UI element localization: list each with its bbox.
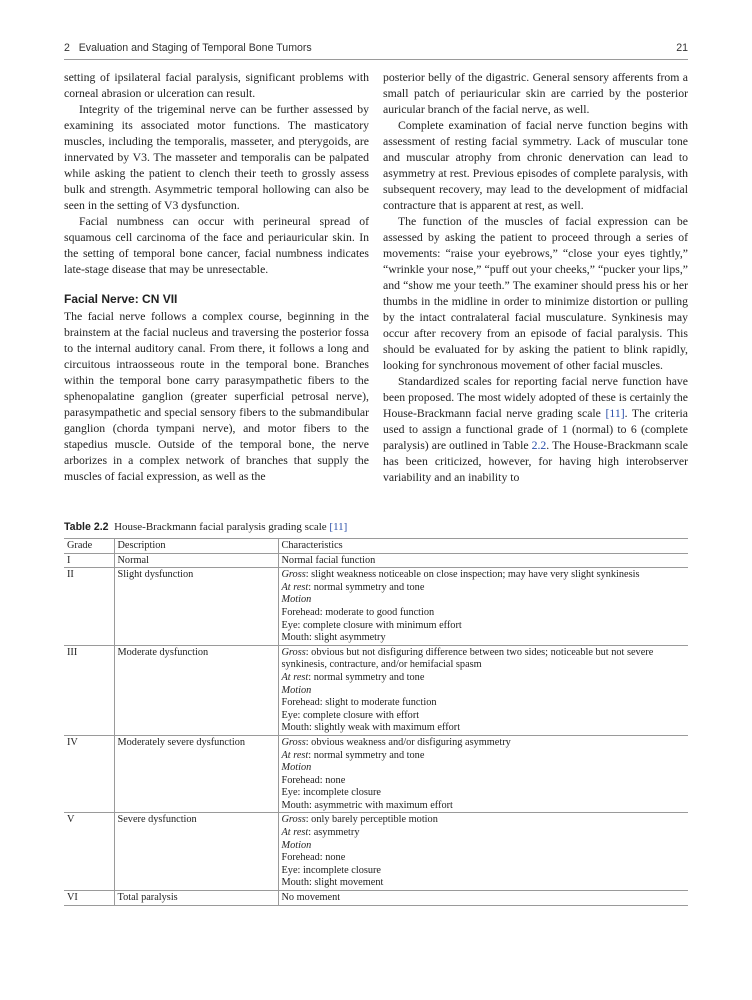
page-number: 21 bbox=[676, 42, 688, 54]
characteristic-line bbox=[282, 647, 686, 672]
paragraph-text: Standardized scales for reporting facial nerve function have been proposed. The most widely adopted of these is certainly the House-Brackmann facial nerve grading scale bbox=[383, 375, 688, 420]
characteristic-text: Forehead: none bbox=[281, 852, 346, 864]
characteristic-text: : obvious weakness and/or disfiguring asymmetry bbox=[305, 736, 511, 748]
characteristic-label: At rest bbox=[281, 749, 309, 761]
characteristic-text: Mouth: asymmetric with maximum effort bbox=[281, 799, 453, 811]
characteristic-line bbox=[282, 840, 686, 853]
citation-link[interactable]: [11] bbox=[605, 407, 625, 420]
characteristic-label: Motion bbox=[281, 762, 312, 774]
characteristic-text: Eye: incomplete closure bbox=[281, 787, 381, 799]
characteristic-label: At rest bbox=[281, 671, 309, 683]
characteristic-line bbox=[282, 800, 686, 813]
characteristic-text: Forehead: none bbox=[281, 774, 346, 786]
table-row bbox=[64, 553, 688, 568]
paragraph: The function of the muscles of facial expression can be assessed by asking the patient to proceed through a series of movements: “raise your eyebrows,” “close your eyes tightly,” “wrinkle your nose,” “puff out your cheeks,” “pucker your lips,” and “show me your teeth.” The examiner should press his or her thumbs in the midline in order to minimize distortion or pulling by the intact contralateral facial musculature. Synkinesis may occur after recovery from an episode of facial paralysis. This should be evaluated for by asking the patient to blink rapidly, looking for synchronous movement of other facial muscles. bbox=[383, 215, 688, 372]
grade-cell: I bbox=[67, 554, 71, 566]
table-caption bbox=[64, 521, 347, 533]
characteristics-cell bbox=[278, 813, 688, 891]
characteristic-line bbox=[282, 594, 686, 607]
characteristic-line bbox=[282, 555, 686, 568]
characteristic-line bbox=[282, 892, 686, 905]
characteristic-line bbox=[282, 569, 686, 582]
characteristic-line bbox=[282, 620, 686, 633]
description-cell: Normal bbox=[114, 553, 278, 568]
header-rule bbox=[64, 59, 688, 60]
characteristic-text: Eye: incomplete closure bbox=[281, 864, 381, 876]
characteristic-line bbox=[282, 710, 686, 723]
characteristic-text: Forehead: moderate to good function bbox=[281, 606, 435, 618]
running-head bbox=[64, 42, 688, 58]
characteristics-cell bbox=[278, 891, 688, 906]
characteristic-label: Gross bbox=[281, 736, 306, 748]
characteristic-text: : normal symmetry and tone bbox=[308, 749, 425, 761]
characteristic-line bbox=[282, 685, 686, 698]
paragraph: Facial numbness can occur with perineural spread of squamous cell carcinoma of the face and periauricular skin. In the setting of temporal bone cancer, facial numbness indicates late-stage disease that may be unresectable. bbox=[64, 215, 369, 276]
right-column bbox=[383, 70, 688, 486]
characteristic-label: Motion bbox=[281, 594, 312, 606]
table-caption-text: House-Brackmann facial paralysis grading scale bbox=[108, 521, 330, 533]
characteristic-text: : obvious but not disfiguring difference between two sides; noticeable but not severe synkinesis, contracture, and/or hemifacial spasm bbox=[281, 646, 654, 671]
characteristic-text: Mouth: slight movement bbox=[281, 877, 384, 889]
characteristic-label: Gross bbox=[281, 569, 306, 581]
column-header-grade: Grade bbox=[67, 540, 93, 551]
paragraph: setting of ipsilateral facial paralysis, significant problems with corneal abrasion or ulceration can result. bbox=[64, 71, 369, 100]
characteristic-label: Gross bbox=[281, 814, 306, 826]
characteristic-label: At rest bbox=[281, 827, 309, 839]
grade-cell: VI bbox=[67, 892, 78, 904]
characteristic-text: : asymmetry bbox=[308, 827, 360, 839]
table-reference-link[interactable]: 2.2 bbox=[531, 439, 547, 452]
characteristic-line bbox=[282, 607, 686, 620]
paragraph-text: . The House-Brackmann scale has been criticized, however, for having high interobserver variability and an inability to bbox=[383, 439, 688, 484]
characteristic-line bbox=[282, 582, 686, 595]
paragraph: posterior belly of the digastric. General sensory afferents from a small patch of periauricular skin are carried by the posterior auricular branch of the facial nerve, as well. bbox=[383, 71, 688, 116]
characteristic-line bbox=[282, 697, 686, 710]
characteristic-text: : only barely perceptible motion bbox=[305, 814, 438, 826]
grading-table bbox=[64, 538, 688, 906]
characteristic-text: Eye: complete closure with effort bbox=[281, 709, 420, 721]
characteristic-text: No movement bbox=[281, 892, 341, 904]
characteristic-text: Mouth: slightly weak with maximum effort bbox=[281, 722, 461, 734]
citation-link[interactable]: [11] bbox=[329, 521, 348, 533]
characteristics-cell bbox=[278, 553, 688, 568]
grade-cell: IV bbox=[67, 736, 78, 748]
characteristic-text: : normal symmetry and tone bbox=[308, 671, 425, 683]
characteristic-line bbox=[282, 722, 686, 735]
characteristic-line bbox=[282, 762, 686, 775]
paragraph-text: . The criteria used to assign a functional grade of 1 (normal) to 6 (complete paralysis) are outlined in Table bbox=[383, 407, 688, 452]
characteristics-cell bbox=[278, 645, 688, 735]
chapter-title: 2 Evaluation and Staging of Temporal Bone Tumors bbox=[64, 42, 312, 54]
description-cell: Slight dysfunction bbox=[114, 568, 278, 646]
characteristic-text: Forehead: slight to moderate function bbox=[281, 697, 437, 709]
table-row bbox=[64, 891, 688, 906]
table-row bbox=[64, 645, 688, 735]
characteristic-line bbox=[282, 827, 686, 840]
paragraph bbox=[383, 374, 688, 486]
characteristic-line bbox=[282, 877, 686, 890]
paragraph: The facial nerve follows a complex course, beginning in the brainstem at the facial nucleus and traversing the posterior fossa to the internal auditory canal. From there, it follows a long and circuitous intraosseous route in the temporal bone. Branches within the temporal bone carry parasympathetic fibers to the sphenopalatine ganglion (greater superficial petrosal nerve), parasympathetic and special sensory fibers to the submandibular ganglion (chorda tympani nerve), and motor fibers to the stapedius muscle. Outside of the temporal bone, the nerve arborizes in a complex network of branches that supply the muscles of facial expression, as well as the bbox=[64, 310, 369, 483]
table-row bbox=[64, 568, 688, 646]
section-heading: Facial Nerve: CN VII bbox=[64, 292, 178, 306]
grade-cell: II bbox=[67, 569, 74, 581]
characteristics-cell bbox=[278, 735, 688, 813]
characteristic-text: : normal symmetry and tone bbox=[308, 581, 425, 593]
characteristic-line bbox=[282, 672, 686, 685]
description-cell: Moderate dysfunction bbox=[114, 645, 278, 735]
characteristic-line bbox=[282, 852, 686, 865]
table-body bbox=[64, 553, 688, 905]
table-row bbox=[64, 813, 688, 891]
description-cell: Severe dysfunction bbox=[114, 813, 278, 891]
characteristic-line bbox=[282, 632, 686, 645]
characteristic-text: Eye: complete closure with minimum effort bbox=[281, 619, 462, 631]
column-header-description: Description bbox=[114, 539, 278, 554]
paragraph: Complete examination of facial nerve function begins with assessment of resting facial symmetry. Lack of muscular tone and muscular atrophy from chronic denervation can lead to asymmetry at rest. Previous episodes of complete paralysis, with subsequent recovery, may lead to the development of midfacial contracture that is apparent at rest, as well. bbox=[383, 119, 688, 212]
table-label: Table 2.2 bbox=[64, 521, 109, 533]
characteristic-line bbox=[282, 750, 686, 763]
characteristic-label: Motion bbox=[281, 839, 312, 851]
characteristic-text: : slight weakness noticeable on close inspection; may have very slight synkinesis bbox=[305, 569, 640, 581]
characteristic-label: Motion bbox=[281, 684, 312, 696]
grade-cell: III bbox=[67, 646, 78, 658]
description-cell: Moderately severe dysfunction bbox=[114, 735, 278, 813]
characteristic-line bbox=[282, 814, 686, 827]
table-header-row bbox=[64, 539, 688, 554]
characteristic-line bbox=[282, 775, 686, 788]
characteristics-cell bbox=[278, 568, 688, 646]
characteristic-text: Mouth: slight asymmetry bbox=[281, 632, 386, 644]
characteristic-label: Gross bbox=[281, 646, 306, 658]
left-column bbox=[64, 70, 369, 485]
characteristic-line bbox=[282, 865, 686, 878]
column-header-characteristics: Characteristics bbox=[278, 539, 688, 554]
characteristic-line bbox=[282, 787, 686, 800]
characteristic-line bbox=[282, 737, 686, 750]
grade-cell: V bbox=[67, 814, 75, 826]
table-row bbox=[64, 735, 688, 813]
characteristic-text: Normal facial function bbox=[281, 554, 376, 566]
characteristic-label: At rest bbox=[281, 581, 309, 593]
description-cell: Total paralysis bbox=[114, 891, 278, 906]
paragraph: Integrity of the trigeminal nerve can be further assessed by examining its associated motor functions. The masticatory muscles, including the temporalis, masseter, and pterygoids, are innervated by V3. The masseter and temporalis can be palpated while asking the patient to clench their teeth to grossly assess bulk and strength. Asymmetric temporal hollowing can also be seen in the setting of V3 dysfunction. bbox=[64, 103, 369, 212]
